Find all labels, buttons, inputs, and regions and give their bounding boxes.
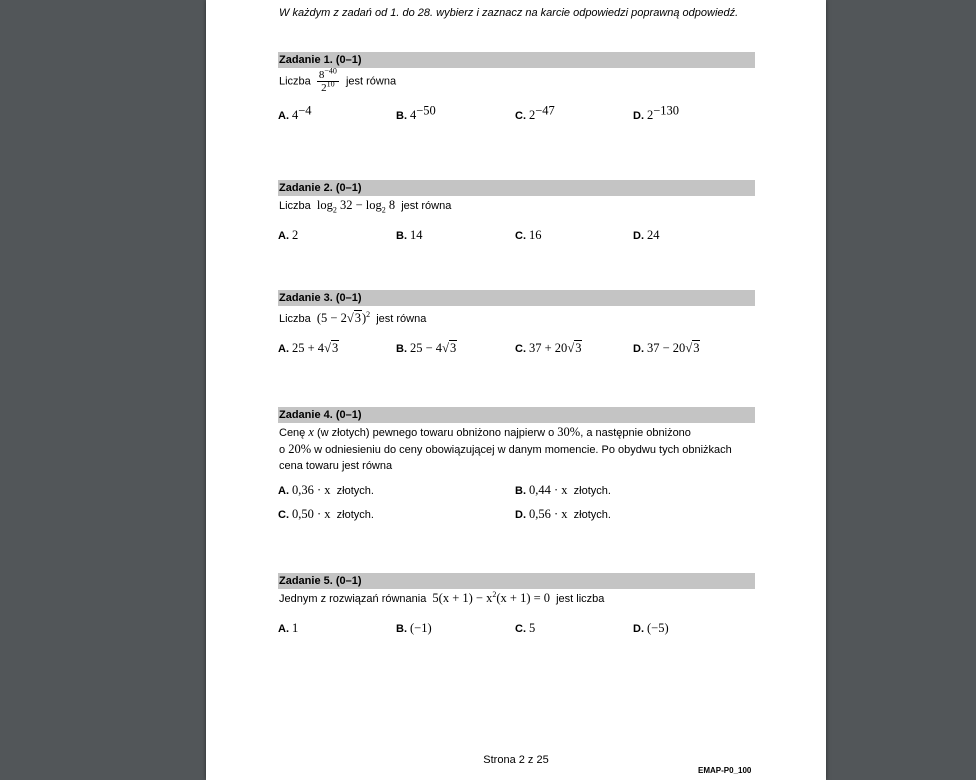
task-header: Zadanie 2. (0–1)	[278, 180, 755, 196]
stem-text: Liczba	[279, 313, 311, 325]
task-1	[278, 52, 755, 126]
answer-a[interactable]: A. 1	[278, 621, 299, 635]
log-expression: $\log_2 32 - \log_2 8$	[316, 198, 396, 215]
answer-row	[278, 341, 755, 359]
answer-c[interactable]: C. $2^{-47}$	[515, 103, 555, 122]
frac-denominator-exponent: 10	[326, 79, 335, 89]
stem-line-2: o 20% w odniesieniu do ceny obowiązującej w danym momencie. Po obydwu tych obniżkach	[279, 442, 732, 456]
answer-row	[278, 621, 755, 639]
answer-row	[278, 103, 755, 126]
answer-d[interactable]: D. 37 − 20√3	[633, 341, 700, 355]
task-header: Zadanie 3. (0–1)	[278, 290, 755, 306]
answer-row	[278, 228, 755, 246]
answer-row	[278, 507, 755, 525]
task-header: Zadanie 1. (0–1)	[278, 52, 755, 68]
answer-d[interactable]: D. $2^{-130}$	[633, 103, 680, 122]
task-2	[278, 180, 755, 246]
task-stem	[278, 310, 755, 327]
answer-c[interactable]: C. 16	[515, 228, 542, 242]
stem-line-1: Cenę x (w złotych) pewnego towaru obniżono najpierw o 30%, a następnie obniżono	[279, 425, 691, 439]
answer-c[interactable]: C. 37 + 20√3	[515, 341, 582, 355]
instruction-text: W każdym z zadań od 1. do 28. wybierz i zaznacz na karcie odpowiedzi poprawną odpowiedź.	[279, 7, 739, 19]
task-4	[278, 407, 755, 525]
answer-row	[278, 483, 755, 501]
answer-d[interactable]: D. 24	[633, 228, 660, 242]
stem-tail: jest liczba	[556, 593, 605, 605]
frac-numerator-exponent: −40	[324, 66, 337, 76]
exam-code: EMAP-P0_100	[698, 766, 752, 775]
stem-tail: jest równa	[376, 313, 427, 325]
fraction	[317, 66, 339, 94]
stem-text: Liczba	[279, 75, 311, 88]
frac-numerator: 8	[318, 69, 325, 81]
page-number: Strona 2 z 25	[483, 754, 549, 766]
power-expression: $(5 - 2√3)^2$	[316, 309, 371, 325]
stem-text: Jednym z rozwiązań równania	[279, 593, 427, 605]
frac-denominator: 2	[321, 82, 327, 94]
equation: $5(x + 1) - x^2(x + 1) = 0$	[432, 589, 551, 605]
answer-b[interactable]: B. 25 − 4√3	[396, 341, 457, 355]
answer-a[interactable]: A. 25 + 4√3	[278, 341, 339, 355]
answer-a[interactable]: A. 2	[278, 228, 299, 242]
answer-c[interactable]: C. 5	[515, 621, 536, 635]
answer-b[interactable]: B. $4^{-50}$	[396, 103, 436, 122]
answer-a[interactable]: A. 0,36 · x złotych.	[278, 483, 374, 497]
task-stem	[278, 66, 755, 94]
answer-b[interactable]: B. 14	[396, 228, 423, 242]
answer-a[interactable]: A. $4^{-4}$	[278, 103, 312, 122]
answer-d[interactable]: D. (−5)	[633, 621, 669, 635]
task-stem	[278, 424, 755, 474]
stem-text: Liczba	[279, 200, 311, 212]
document-page	[206, 0, 826, 780]
task-header: Zadanie 4. (0–1)	[278, 407, 755, 423]
stem-line-3: cena towaru jest równa	[279, 460, 393, 472]
answer-c[interactable]: C. 0,50 · x złotych.	[278, 507, 374, 521]
task-stem	[278, 590, 755, 607]
answer-b[interactable]: B. (−1)	[396, 621, 432, 635]
answer-d[interactable]: D. 0,56 · x złotych.	[515, 507, 611, 521]
task-stem	[278, 197, 755, 214]
task-3	[278, 290, 755, 359]
stem-tail: jest równa	[401, 200, 452, 212]
task-header: Zadanie 5. (0–1)	[278, 573, 755, 589]
stem-tail: jest równa	[345, 75, 397, 88]
answer-b[interactable]: B. 0,44 · x złotych.	[515, 483, 611, 497]
task-5	[278, 573, 755, 639]
